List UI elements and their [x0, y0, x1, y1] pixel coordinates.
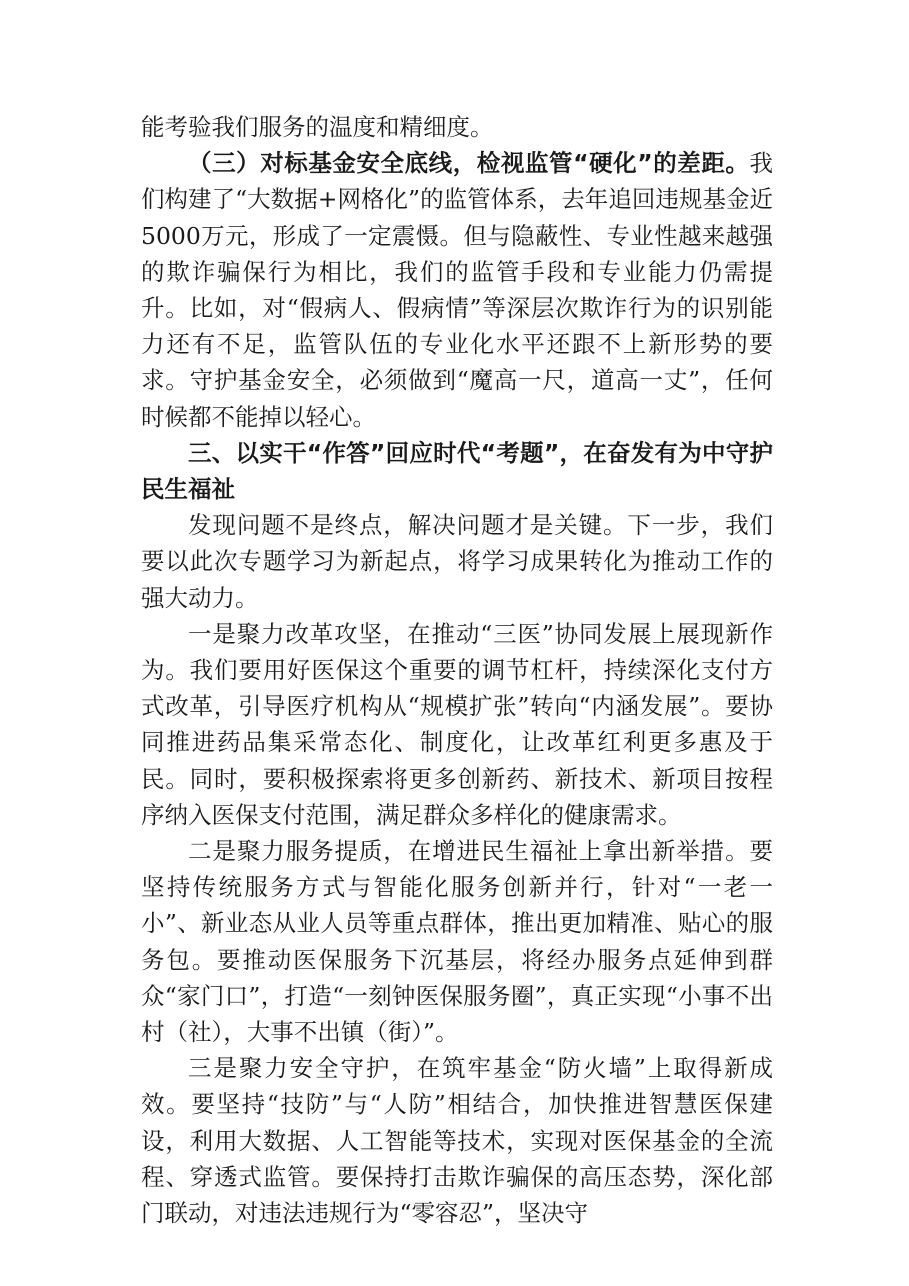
paragraph-next-step: 发现问题不是终点，解决问题才是关键。下一步，我们要以此次专题学习为新起点，将学习成果转化为推动工作的强大动力。 — [141, 511, 773, 612]
paragraph-safety: 三是聚力安全守护，在筑牢基金“防火墙”上取得新成效。要坚持“技防”与“人防”相结合，加快推进智慧医保建设，利用大数据、人工智能等技术，实现对医保基金的全流程、穿透式监管。要保持打击欺诈骗保的高压态势，深化部门联动，对违法违规行为“零容忍”，坚决守 — [141, 1054, 773, 1228]
paragraph-service: 二是聚力服务提质，在增进民生福祉上拿出新举措。要坚持传统服务方式与智能化服务创新并行，针对“一老一小”、新业态从业人员等重点群体，推出更加精准、贴心的服务包。要推动医保服务下沉基层，将经办服务点延伸到群众“家门口”，打造“一刻钟医保服务圈”，真正实现“小事不出村（社），大事不出镇（街）”。 — [141, 837, 773, 1047]
document-page — [141, 109, 773, 1231]
paragraph-fund-safety — [141, 145, 773, 435]
paragraph-continued: 能考验我们服务的温度和精细度。 — [141, 113, 494, 141]
subheading-fund-safety: （三）对标基金安全底线，检视监管“硬化”的差距。 — [188, 149, 750, 178]
paragraph-fund-safety-text: 我们构建了“大数据+网格化”的监管体系，去年追回违规基金近5000万元，形成了一定震慑。但与隐蔽性、专业性越来越强的欺诈骗保行为相比，我们的监管手段和专业能力仍需提升。比如，对“假病人、假病情”等深层次欺诈行为的识别能力还有不足，监管队伍的专业化水平还跟不上新形势的要求。守护基金安全，必须做到“魔高一尺，道高一丈”，任何时候都不能掉以轻心。 — [141, 149, 773, 431]
paragraph-reform: 一是聚力改革攻坚，在推动“三医”协同发展上展现新作为。我们要用好医保这个重要的调节杠杆，持续深化支付方式改革，引导医疗机构从“规模扩张”转向“内涵发展”。要协同推进药品集采常态化、制度化，让改革红利更多惠及于民。同时，要积极探索将更多创新药、新技术、新项目按程序纳入医保支付范围，满足群众多样化的健康需求。 — [141, 619, 773, 829]
section-heading-3: 三、以实干“作答”回应时代“考题”，在奋发有为中守护民生福祉 — [141, 438, 773, 504]
